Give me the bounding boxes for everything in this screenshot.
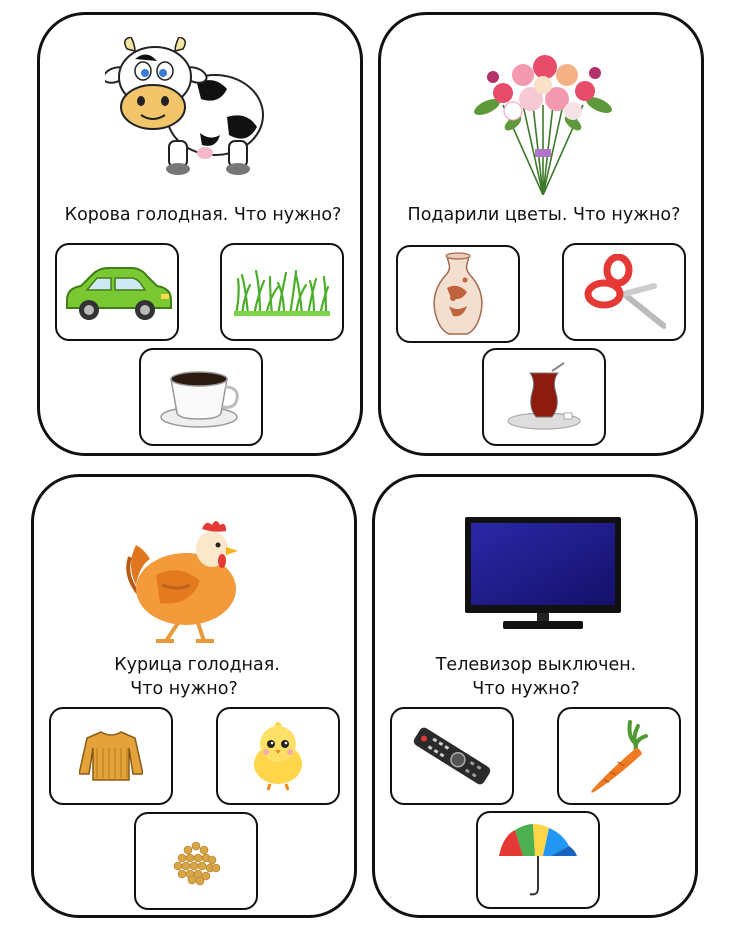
option-vase[interactable] <box>396 245 520 343</box>
vase-icon <box>433 252 483 336</box>
tv-icon <box>463 515 623 633</box>
hen-icon <box>126 515 246 645</box>
carrot-icon <box>584 718 654 794</box>
option-chick[interactable] <box>216 707 340 805</box>
question-text: Корова голодная. Что нужно? <box>64 205 342 225</box>
flower-bouquet-icon <box>473 45 613 195</box>
option-car[interactable] <box>55 243 179 341</box>
grass-icon <box>232 267 332 317</box>
option-remote[interactable] <box>390 707 514 805</box>
card-tv <box>372 474 698 918</box>
question-text: Подарили цветы. Что нужно? <box>407 205 681 225</box>
card-flowers <box>378 12 704 456</box>
option-tea[interactable] <box>482 348 606 446</box>
option-grass[interactable] <box>220 243 344 341</box>
sweater-icon <box>79 728 143 784</box>
option-carrot[interactable] <box>557 707 681 805</box>
option-grain[interactable] <box>134 812 258 910</box>
option-coffee[interactable] <box>139 348 263 446</box>
remote-control-icon <box>407 726 497 786</box>
car-icon <box>61 262 173 322</box>
option-sweater[interactable] <box>49 707 173 805</box>
option-scissors[interactable] <box>562 243 686 341</box>
coffee-cup-icon <box>159 365 243 429</box>
card-cow <box>37 12 363 456</box>
cow-icon <box>105 37 265 177</box>
card-hen <box>31 474 357 918</box>
question-text: Телевизор выключен. Что нужно? <box>435 655 637 699</box>
grain-icon <box>168 836 224 886</box>
chick-icon <box>248 720 308 792</box>
option-umbrella[interactable] <box>476 811 600 909</box>
scissors-icon <box>582 254 666 330</box>
tea-glass-icon <box>504 361 584 433</box>
question-text: Курица голодная. Что нужно? <box>114 655 280 699</box>
umbrella-icon <box>495 822 581 898</box>
